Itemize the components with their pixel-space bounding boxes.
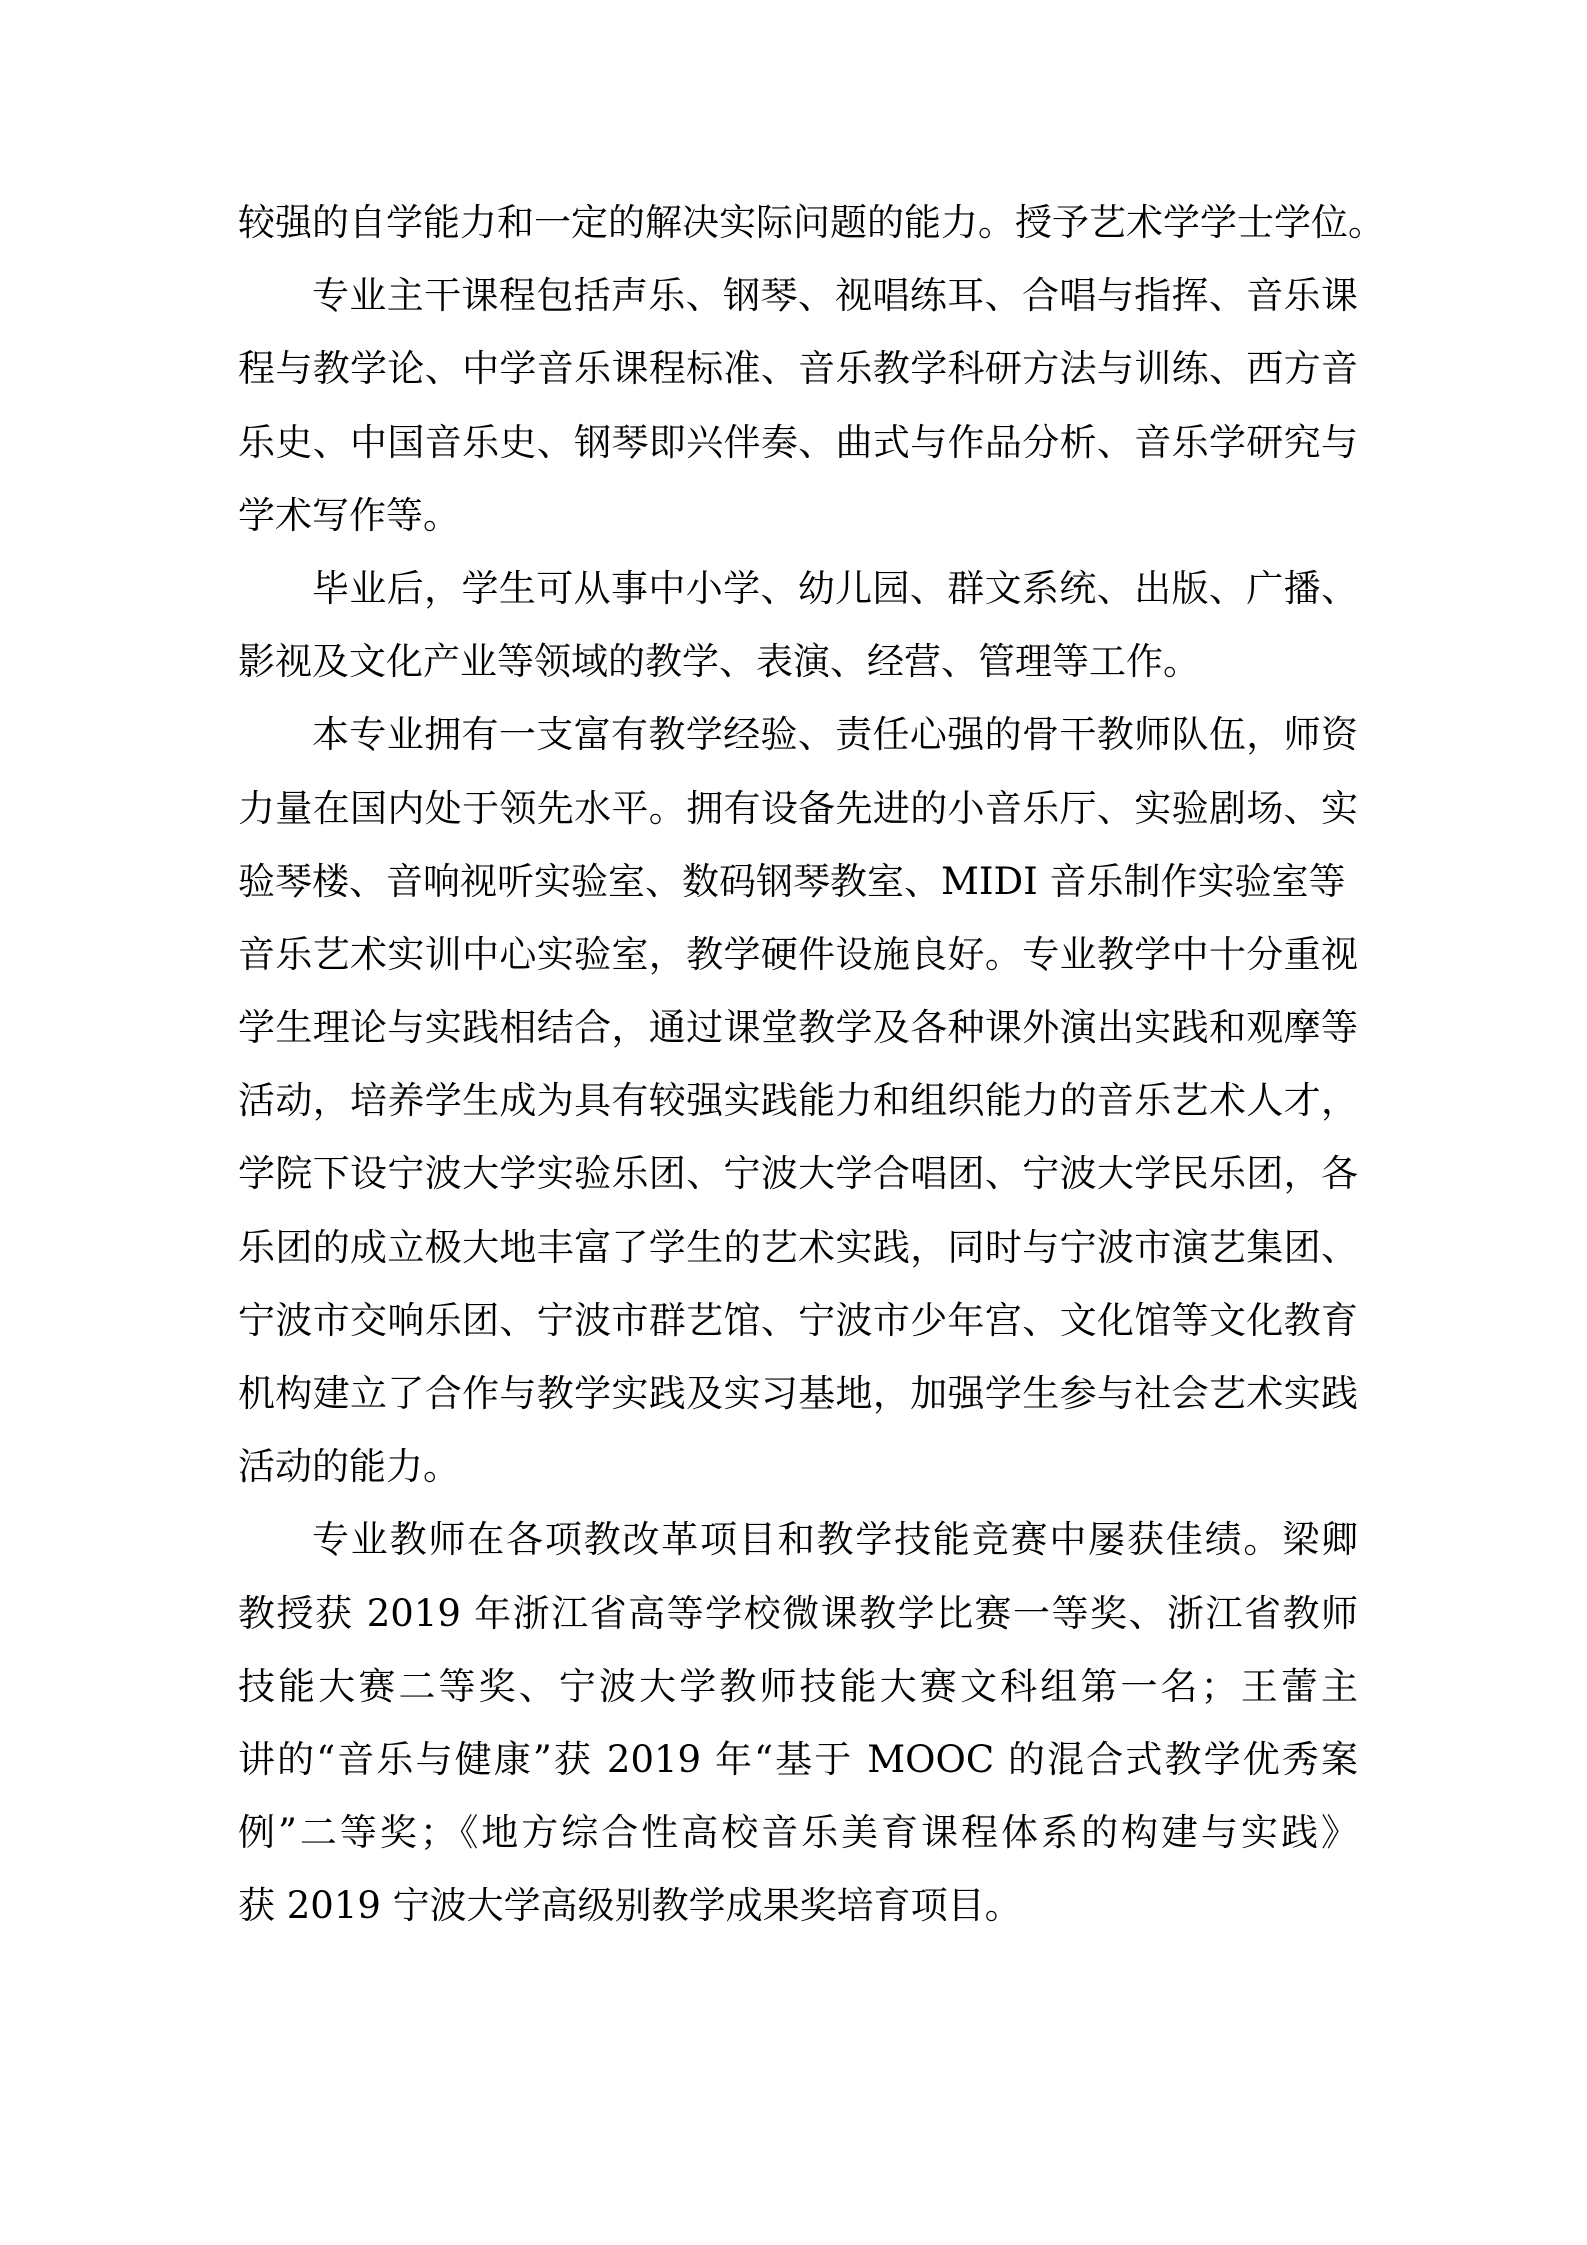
body-text — [238, 186, 1385, 1943]
paragraph-first-line: 毕业后，学生可从事中小学、幼儿园、群文系统、出版、广播、 — [312, 566, 1358, 610]
paragraph-last-line: 获 2019 宁波大学高级别教学成果奖培育项目。 — [238, 1884, 1022, 1928]
text-line: 验琴楼、音响视听实验室、数码钢琴教室、MIDI 音乐制作实验室等 — [238, 859, 1346, 903]
text-line: 机构建立了合作与教学实践及实习基地，加强学生参与社会艺术实践 — [238, 1372, 1358, 1415]
text-line: 例”二等奖；《地方综合性高校音乐美育课程体系的构建与实践》 — [238, 1811, 1358, 1855]
text-line: 学院下设宁波大学实验乐团、宁波大学合唱团、宁波大学民乐团，各 — [238, 1152, 1358, 1196]
text-line: 学生理论与实践相结合，通过课堂教学及各种课外演出实践和观摩等 — [238, 1006, 1358, 1050]
text-line: 活动，培养学生成为具有较强实践能力和组织能力的音乐艺术人才， — [238, 1079, 1358, 1123]
paragraph-first-line: 专业教师在各项教改革项目和教学技能竞赛中屡获佳绩。梁卿 — [312, 1518, 1358, 1562]
text-line: 教授获 2019 年浙江省高等学校微课教学比赛一等奖、浙江省教师 — [238, 1591, 1358, 1635]
paragraph-first-line: 本专业拥有一支富有教学经验、责任心强的骨干教师队伍，师资 — [312, 713, 1358, 757]
paragraph-first-line: 专业主干课程包括声乐、钢琴、视唱练耳、合唱与指挥、音乐课 — [312, 274, 1358, 318]
text-line: 音乐艺术实训中心实验室，教学硬件设施良好。专业教学中十分重视 — [238, 932, 1358, 976]
paragraph-last-line: 学术写作等。 — [238, 493, 460, 537]
text-line: 程与教学论、中学音乐课程标准、音乐教学科研方法与训练、西方音 — [238, 347, 1358, 391]
text-line: 讲的“音乐与健康”获 2019 年“基于 MOOC 的混合式教学优秀案 — [238, 1737, 1358, 1781]
text-line: 宁波市交响乐团、宁波市群艺馆、宁波市少年宫、文化馆等文化教育 — [238, 1298, 1358, 1342]
text-line: 力量在国内处于领先水平。拥有设备先进的小音乐厅、实验剧场、实 — [238, 786, 1358, 830]
paragraph-last-line: 影视及文化产业等领域的教学、表演、经营、管理等工作。 — [238, 640, 1200, 684]
text-line: 乐史、中国音乐史、钢琴即兴伴奏、曲式与作品分析、音乐学研究与 — [238, 420, 1358, 464]
text-line: 乐团的成立极大地丰富了学生的艺术实践，同时与宁波市演艺集团、 — [238, 1225, 1358, 1269]
text-line: 较强的自学能力和一定的解决实际问题的能力。授予艺术学学士学位。 — [238, 201, 1385, 244]
paragraph-last-line: 活动的能力。 — [238, 1445, 460, 1489]
text-line: 技能大赛二等奖、宁波大学教师技能大赛文科组第一名；王蕾主 — [238, 1664, 1358, 1708]
